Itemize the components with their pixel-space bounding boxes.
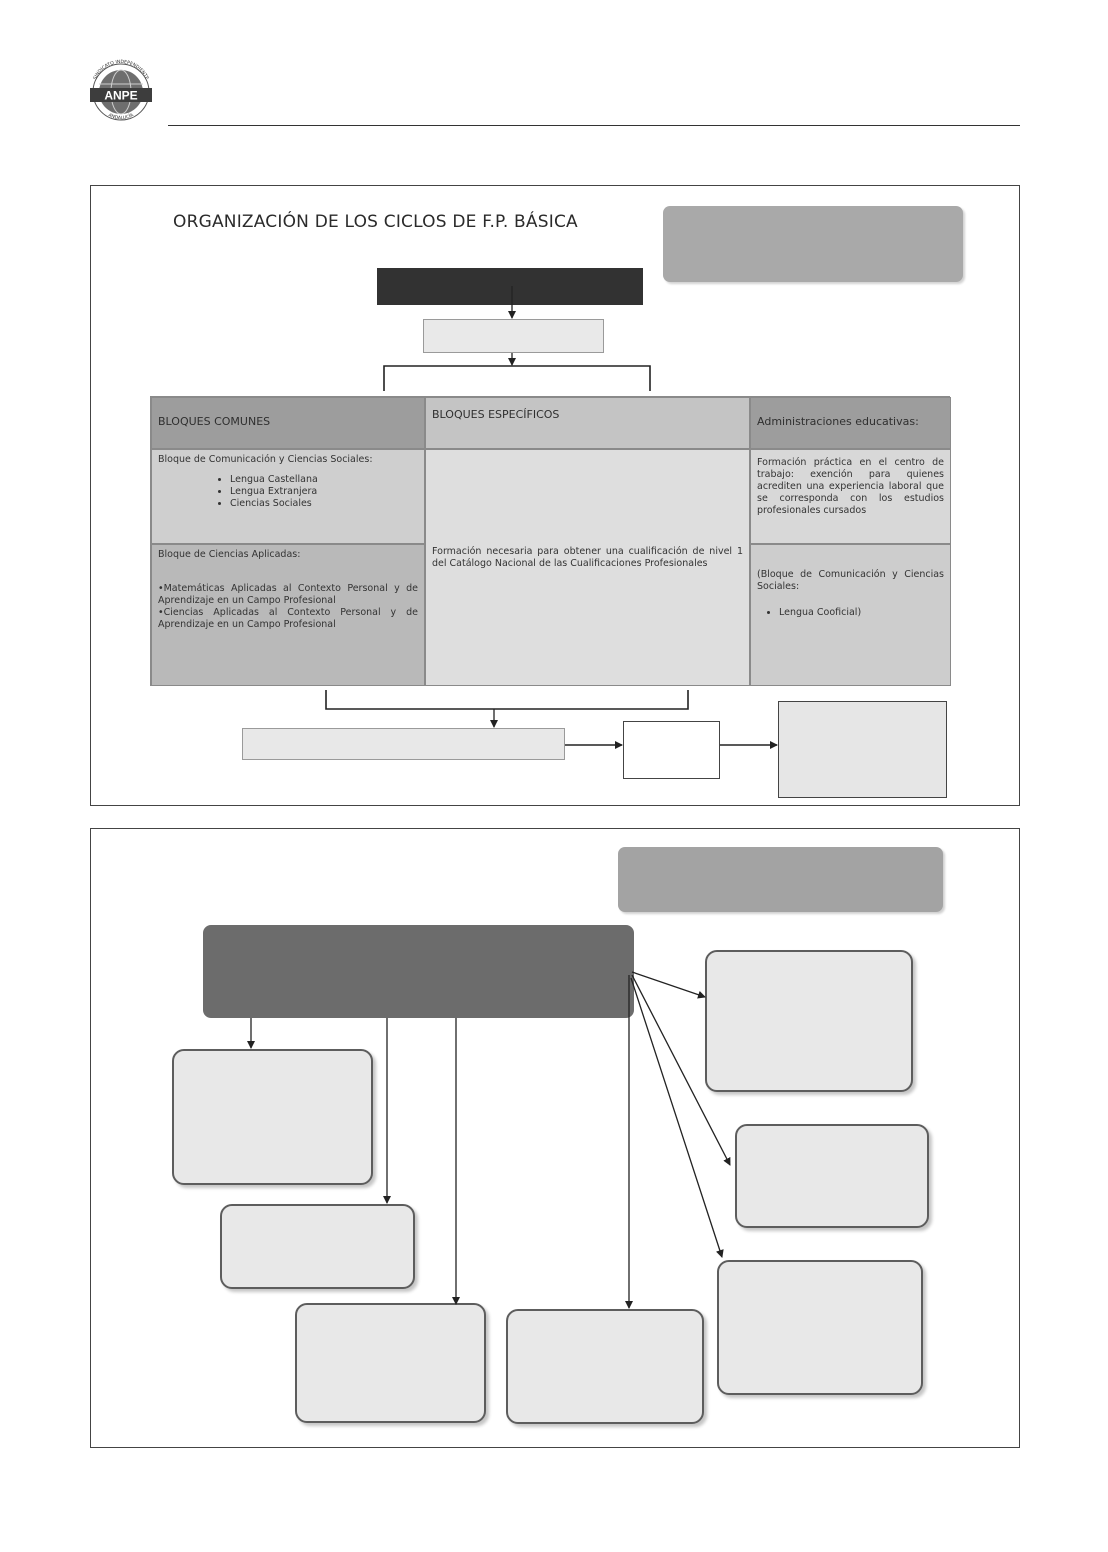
panel1-light-box xyxy=(423,319,604,353)
list-item: • Ciencias Sociales xyxy=(230,498,418,510)
panel2-box-4 xyxy=(506,1309,704,1424)
cell-bloques-especificos: Formación necesaria para obtener una cualificación de nivel 1 del Catálogo Nacional de las Cualificaciones Profesionales xyxy=(425,449,750,686)
panel2-gray-label-box xyxy=(618,847,943,912)
panel2-box-5 xyxy=(705,950,913,1092)
panel1-result-box xyxy=(778,701,947,798)
logo-bottom-text: ANDALUCÍA xyxy=(107,113,135,122)
ciencias-title: Bloque de Ciencias Aplicadas: xyxy=(158,549,301,560)
cell-bloque-ciencias xyxy=(151,544,425,686)
list-item: • Lengua Extranjera xyxy=(230,486,418,498)
panel1-middle-box xyxy=(623,721,720,779)
panel2-box-3 xyxy=(295,1303,486,1423)
header-bloques-comunes: BLOQUES COMUNES xyxy=(151,397,425,449)
panel2-box-2 xyxy=(220,1204,415,1289)
header-administraciones: Administraciones educativas: xyxy=(750,397,951,449)
panel1-gray-label-box xyxy=(663,206,963,282)
logo-main-text: ANPE xyxy=(104,88,138,103)
comunicacion-list xyxy=(158,474,418,510)
comunicacion-title: Bloque de Comunicación y Ciencias Sociales: xyxy=(158,454,373,465)
header-divider xyxy=(168,125,1020,126)
panel2-main-box xyxy=(203,925,634,1018)
cell-lengua-cooficial xyxy=(750,544,951,686)
bloques-table xyxy=(150,396,950,686)
panel1-bottom-box xyxy=(242,728,565,760)
list-item: • Lengua Cooficial) xyxy=(779,607,944,619)
panel1-dark-top-box xyxy=(377,268,643,305)
anpe-logo xyxy=(86,54,156,128)
cooficial-list xyxy=(757,607,944,619)
panel2-box-7 xyxy=(717,1260,923,1395)
list-item: •Matemáticas Aplicadas al Contexto Personal y de Aprendizaje en un Campo Profesional xyxy=(158,583,418,606)
panel1-title: ORGANIZACIÓN DE LOS CICLOS DE F.P. BÁSICA xyxy=(173,212,578,232)
logo-top-text: SINDICATO INDEPENDIENTE xyxy=(93,59,149,81)
header-bloques-especificos: BLOQUES ESPECÍFICOS xyxy=(425,397,750,449)
cell-bloque-comunicacion xyxy=(151,449,425,544)
list-item: •Ciencias Aplicadas al Contexto Personal y de Aprendizaje en un Campo Profesional xyxy=(158,607,418,630)
cell-formacion-practica: Formación práctica en el centro de trabajo: exención para quienes acrediten una experiencia laboral que se corresponda con los estudios profesionales cursados xyxy=(750,449,951,544)
cooficial-title: (Bloque de Comunicación y Ciencias Sociales: xyxy=(757,569,944,592)
list-item: • Lengua Castellana xyxy=(230,474,418,486)
panel2-box-1 xyxy=(172,1049,373,1185)
panel2-box-6 xyxy=(735,1124,929,1228)
